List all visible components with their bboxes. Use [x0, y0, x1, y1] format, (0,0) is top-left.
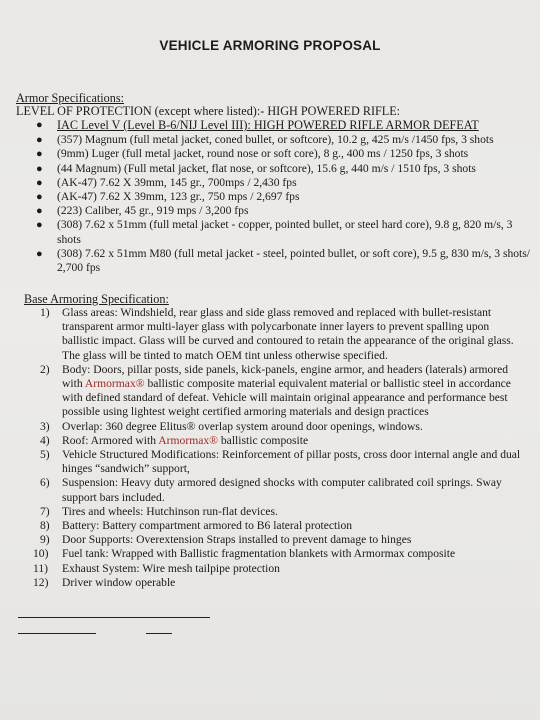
spec-item: 4) Roof: Armored with Armormax® ballistic composite — [40, 433, 309, 447]
brand-name: Armormax® — [84, 377, 145, 391]
spec-item: 11) Exhaust System: Wire mesh tailpipe protection — [33, 561, 280, 575]
bullet-icon: ● — [36, 162, 43, 175]
spec-item: 12) Driver window operable — [33, 575, 176, 589]
bullet-icon: ● — [36, 247, 43, 260]
threat-item: ● (223) Caliber, 45 gr., 919 mps / 3,200 fps — [36, 204, 249, 218]
spec-item: 8) Battery: Battery compartment armored to B6 lateral protection — [40, 519, 353, 533]
threat-item: ● IAC Level V (Level B-6/NIJ Level III): HIGH POWERED RIFLE ARMOR DEFEAT — [36, 118, 479, 132]
signature-line — [18, 633, 96, 634]
bullet-icon: ● — [36, 134, 43, 147]
bullet-icon: ● — [36, 219, 43, 232]
bullet-icon: ● — [36, 119, 43, 131]
threat-item: ● (AK-47) 7.62 X 39mm, 145 gr., 700mps / 2,430 fps — [36, 175, 297, 189]
threat-list — [0, 118, 540, 275]
level-of-protection-line: LEVEL OF PROTECTION (except where listed):- HIGH POWERED RIFLE: — [16, 104, 401, 118]
base-armoring-list — [0, 306, 540, 590]
brand-name: Armormax® — [158, 433, 218, 447]
spec-item: 2) Body: Doors, pillar posts, side panels, kick-panels, engine armor, and headers (laterals) armored with Armormax® ballistic composite material equivalent material or ballistic steel in accordance with defined standard of defeat. Vehicle will maintain original appearance and performance best possible using lightest weight certified armoring materials and design practices — [40, 362, 511, 419]
threat-item: ● (357) Magnum (full metal jacket, coned bullet, or softcore), 10.2 g, 425 m/s /1450 fps, 3 shots — [36, 133, 494, 147]
bullet-icon: ● — [36, 191, 43, 204]
spec-item: 6) Suspension: Heavy duty armored designed shocks with computer calibrated coil springs. Sway support bars included. — [40, 476, 502, 504]
threat-item: ● (308) 7.62 x 51mm (full metal jacket - copper, pointed bullet, or steel hard core), 9.8 g, 820 m/s, 3 shots — [36, 218, 513, 246]
base-armoring-heading: Base Armoring Specification: — [24, 292, 169, 306]
threat-item: ● (308) 7.62 x 51mm M80 (full metal jacket - steel, pointed bullet, or soft core), 9.5 g, 830 m/s, 3 shots/ 2,700 fps — [36, 246, 531, 275]
document-title: VEHICLE ARMORING PROPOSAL — [159, 38, 381, 53]
bullet-icon: ● — [36, 148, 43, 161]
threat-item: ● (AK-47) 7.62 X 39mm, 123 gr., 750 mps / 2,697 fps — [36, 190, 300, 204]
spec-item: 1) Glass areas: Windshield, rear glass and side glass removed and replaced with bullet-resistant transparent armor multi-layer glass with polycarbonate inner layers to prevent spalling upon ballistic impact. Glass will be curved and contoured to retain the appearance of the original glass. The glass will be tinted to match OEM tint unless otherwise specified. — [40, 306, 514, 362]
bullet-icon: ● — [36, 176, 43, 189]
spec-item: 9) Door Supports: Overextension Straps installed to prevent damage to hinges — [40, 533, 412, 547]
signature-line — [146, 633, 172, 634]
spec-item: 5) Vehicle Structured Modifications: Reinforcement of pillar posts, cross door internal angle and dual hinges “sandwich” support, — [40, 448, 521, 476]
threat-item: ● (9mm) Luger (full metal jacket, round nose or soft core), 8 g., 400 ms / 1250 fps, 3 shots — [36, 147, 469, 161]
spec-item: 10) Fuel tank: Wrapped with Ballistic fragmentation blankets with Armormax composite — [33, 547, 456, 561]
armor-specifications-heading: Armor Specifications: — [16, 91, 124, 105]
threat-item: ● (44 Magnum) (Full metal jacket, flat nose, or softcore), 15.6 g, 440 m/s / 1510 fps, 3 shots — [36, 161, 476, 175]
bullet-icon: ● — [36, 205, 43, 218]
spec-item: 3) Overlap: 360 degree Elitus® overlap system around door openings, windows. — [40, 419, 423, 433]
signature-line — [18, 617, 210, 618]
spec-item: 7) Tires and wheels: Hutchinson run-flat devices. — [40, 504, 278, 518]
